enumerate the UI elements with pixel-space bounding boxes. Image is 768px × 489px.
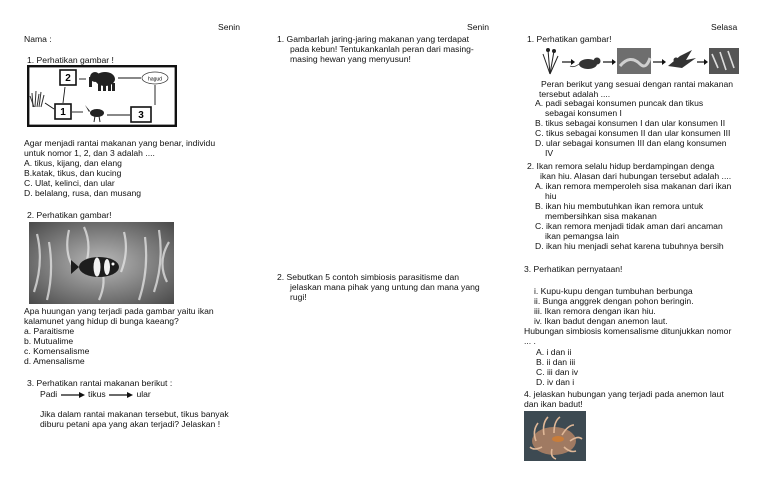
q2-option: d. Amensalisme (24, 356, 85, 367)
diagram-box-1-label: 1 (60, 107, 66, 118)
col3-q1-text: Peran berikut yang sesuai dengan rantai makanan (541, 79, 734, 89)
food-chain-diagram (27, 65, 177, 127)
col3-q2-option: A. ikan remora memperoleh sisa makanan dari ikan (535, 181, 732, 191)
q1-option: B.katak, tikus, dan kucing (24, 168, 122, 179)
snake-photo-icon (617, 48, 651, 74)
col2-q1-line: pada kebun! Tentukankanlah peran dari masing- (290, 44, 474, 55)
col3-q2-line: 2. Ikan remora selalu hidup berdampingan denga (527, 161, 715, 171)
col3-q4-line: 4. jelaskan hubungan yang terjadi pada anemon laut (524, 389, 724, 399)
q1-text-line: untuk nomor 1, 2, dan 3 adalah .... (24, 148, 155, 159)
eagle-icon (668, 50, 696, 68)
anemone-photo (524, 411, 586, 461)
col3-q3-text: Hubungan simbiosis komensalisme ditunjukkan nomor (524, 326, 732, 336)
col3-q3-option: C. iii dan iv (536, 367, 579, 378)
diagram-bubble-label: hagud (148, 76, 162, 83)
tiger-photo-icon (709, 48, 739, 74)
arrow-right-icon (562, 59, 575, 65)
col3-q1-option: B. tikus sebagai konsumen I dan ular konsumen II (535, 118, 726, 129)
col3-q1-text: tersebut adalah .... (539, 89, 611, 100)
day-label-col1: Senin (218, 22, 240, 32)
q1-title: 1. Perhatikan gambar ! (27, 55, 114, 65)
rice-plant-icon (543, 49, 558, 75)
col3-q1-option: IV (545, 148, 554, 159)
col3-q2-option: B. ikan hiu membutuhkan ikan remora untuk (535, 201, 704, 212)
q1-option: A. tikus, kijang, dan elang (24, 158, 122, 169)
diagram-box-2-label: 2 (65, 73, 71, 84)
col2-q2-line: rugi! (290, 292, 307, 303)
day-label-col3: Selasa (711, 22, 738, 32)
clownfish-anemone-photo (29, 222, 174, 304)
col3-q2-option: membersihkan sisa makanan (545, 211, 657, 222)
arrow-right-icon (60, 391, 86, 399)
q3-text-line: diburu petani apa yang akan terjadi? Jelaskan ! (40, 419, 221, 430)
q2-text-line: kalamunet yang hidup di bunga kaeang? (24, 316, 179, 327)
q3-title: 3. Perhatikan rantai makanan berikut : (27, 378, 173, 388)
col2-q1-line: masing hewan yang menyusun! (290, 54, 411, 65)
col3-q1-option: sebagai konsumen I (545, 108, 622, 119)
q1-option: C. Ulat, kelinci, dan ular (24, 178, 115, 189)
col3-q3-title: 3. Perhatikan pernyataan! (524, 264, 623, 274)
col2-q1-line: 1. Gambarlah jaring-jaring makanan yang terdapat (277, 34, 470, 44)
arrow-right-icon (108, 391, 134, 399)
col2-q2-line: 2. Sebutkan 5 contoh simbiosis parasitisme dan (277, 272, 460, 282)
day-label-col2: Senin (467, 22, 489, 32)
col3-q2-option: C. ikan remora menjadi tidak aman dari ancaman (535, 221, 723, 232)
col3-q3-statement: ii. Bunga anggrek dengan pohon beringin. (534, 296, 694, 307)
col3-q3-option: A. i dan ii (536, 347, 572, 357)
col3-q3-text: ... . (524, 336, 536, 347)
arrow-right-icon (653, 59, 666, 65)
col3-q3-option: B. ii dan iii (536, 357, 576, 368)
col3-q2-option: hiu (545, 191, 557, 202)
chain-item: tikus (87, 389, 106, 399)
diagram-box-3-label: 3 (138, 110, 144, 121)
col3-q1-option: C. tikus sebagai konsumen II dan ular konsumen III (535, 128, 731, 139)
col3-q1-title: 1. Perhatikan gambar! (527, 34, 612, 44)
q1-option: D. belalang, rusa, dan musang (24, 188, 142, 199)
col3-q3-statement: i. Kupu-kupu dengan tumbuhan berbunga (534, 286, 693, 296)
mouse-icon (570, 58, 601, 70)
arrow-right-icon (697, 59, 708, 65)
col3-q3-statement: iii. Ikan remora dengan ikan hiu. (534, 306, 656, 317)
col3-q1-option: A. padi sebagai konsumen puncak dan tikus (535, 98, 704, 108)
q2-text-line: Apa huungan yang terjadi pada gambar yaitu ikan (24, 306, 214, 316)
col3-q4-line: dan ikan badut! (524, 399, 583, 410)
arrow-right-icon (603, 59, 616, 65)
food-chain-row (40, 389, 151, 399)
q2-option: c. Komensalisme (24, 346, 90, 357)
name-label: Nama : (24, 34, 52, 44)
q2-option: a. Paraitisme (24, 326, 75, 337)
col2-q2-line: jelaskan mana pihak yang untung dan mana yang (290, 282, 480, 293)
food-chain-pictures (540, 46, 740, 76)
col3-q3-statement: iv. Ikan badut dengan anemon laut. (534, 316, 668, 327)
col3-q2-option: ikan pemangsa lain (545, 231, 620, 242)
q2-option: b. Mutualime (24, 336, 74, 347)
col3-q2-line: ikan hiu. Alasan dari hubungan tersebut adalah .... (540, 171, 732, 182)
q2-title: 2. Perhatikan gambar! (27, 210, 112, 220)
chain-item: Padi (40, 389, 58, 399)
q1-text-line: Agar menjadi rantai makanan yang benar, individu (24, 138, 216, 148)
q3-text-line: Jika dalam rantai makanan tersebut, tikus banyak (40, 409, 229, 419)
col3-q3-option: D. iv dan i (536, 377, 575, 388)
col3-q1-option: D. ular sebagai konsumen III dan elang konsumen (535, 138, 727, 149)
chain-item: ular (136, 389, 151, 399)
col3-q2-option: D. ikan hiu menjadi sehat karena tubuhnya bersih (535, 241, 724, 252)
